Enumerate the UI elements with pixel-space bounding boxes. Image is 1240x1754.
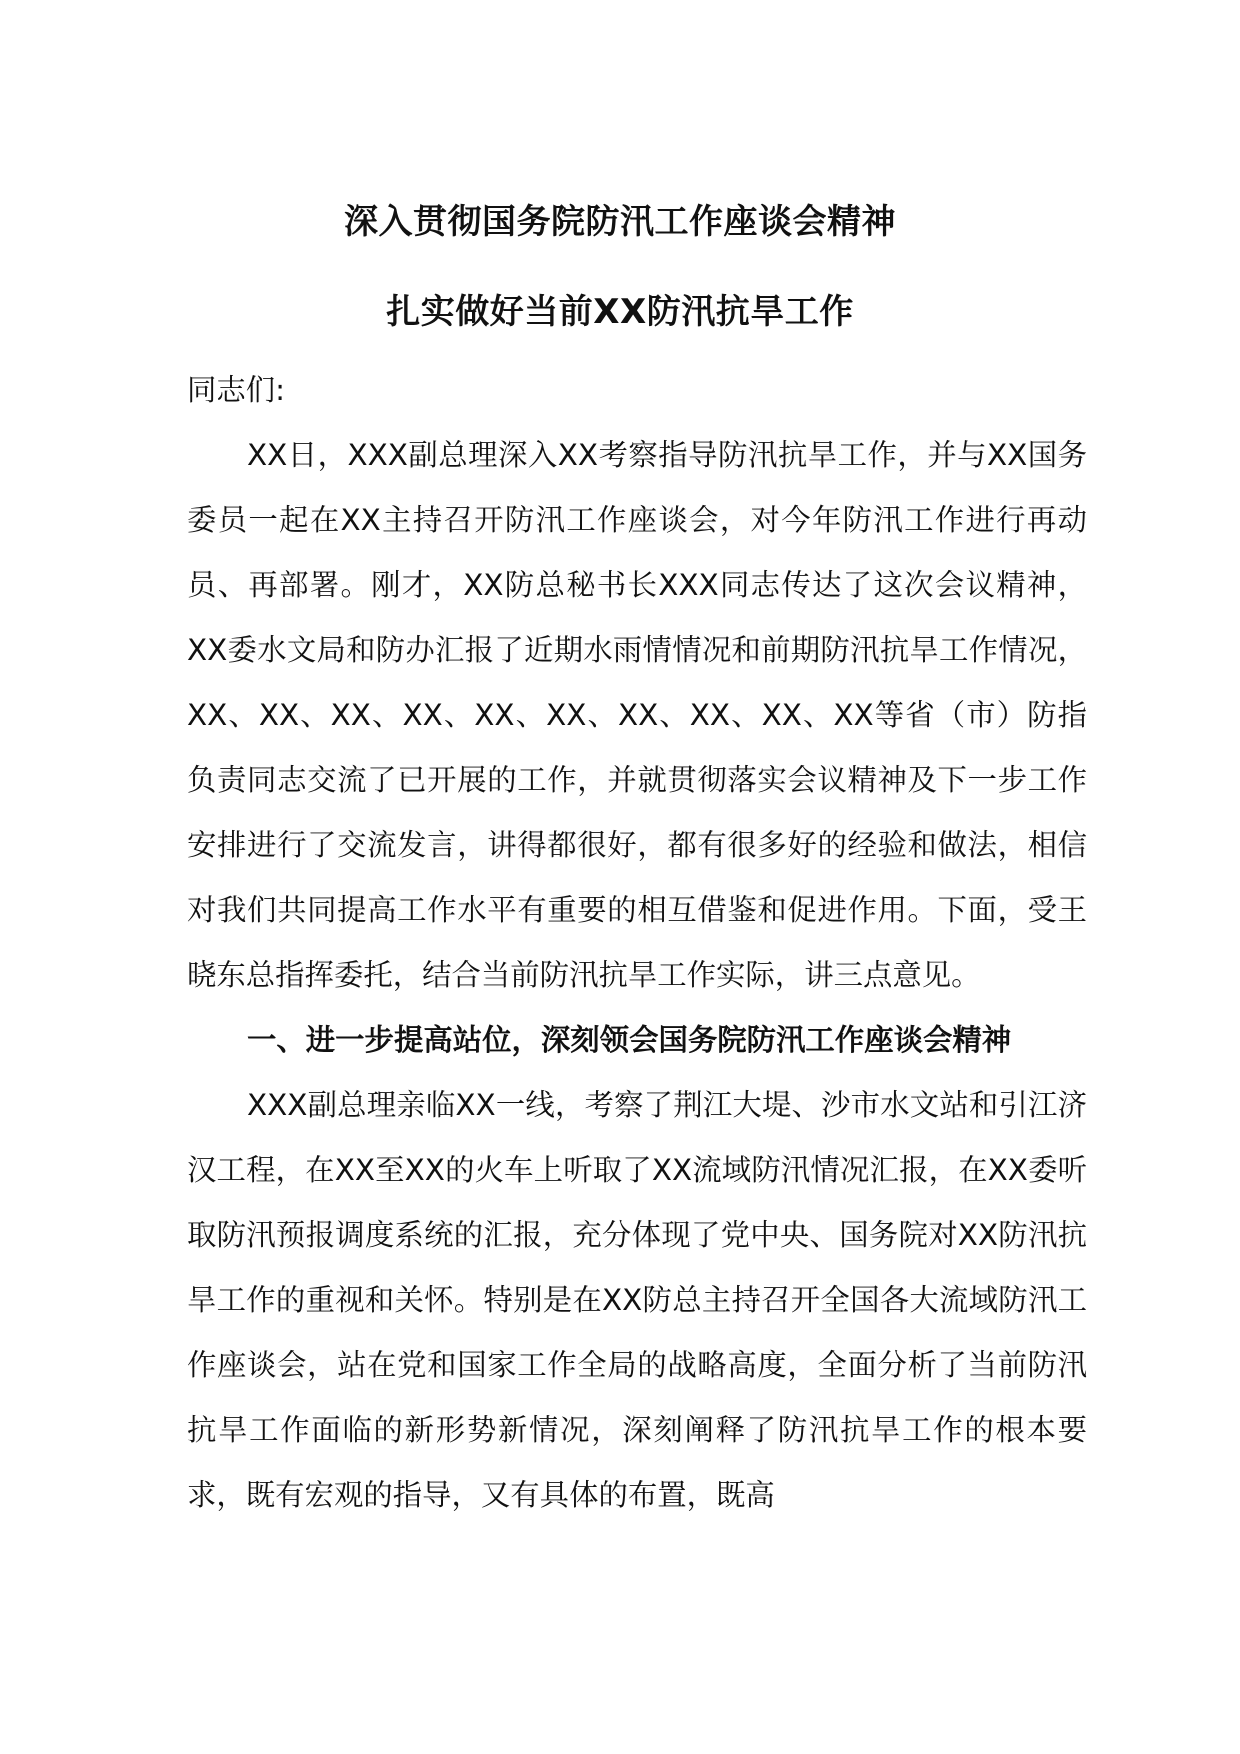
paragraph-1: XX日，XXX副总理深入XX考察指导防汛抗旱工作，并与XX国务委员一起在XX主持召开防汛工作座谈会，对今年防汛工作进行再动员、再部署。刚才，XX防总秘书长XXX同志传达了这次会议精神，XX委水文局和防办汇报了近期水雨情情况和前期防汛抗旱工作情况，XX、XX、XX、XX、XX、XX、XX、XX、XX、XX等省（市）防指负责同志交流了已开展的工作，并就贯彻落实会议精神及下一步工作安排进行了交流发言，讲得都很好，都有很多好的经验和做法，相信对我们共同提高工作水平有重要的相互借鉴和促进作用。下面，受王晓东总指挥委托，结合当前防汛抗旱工作实际，讲三点意见。 <box>187 438 1087 992</box>
section-heading-1: 一、进一步提高站位，深刻领会国务院防汛工作座谈会精神 <box>247 1023 1012 1057</box>
salutation: 同志们: <box>187 373 286 407</box>
document-title-line-2: 扎实做好当前XX防汛抗旱工作 <box>386 292 854 332</box>
paragraph-2: XXX副总理亲临XX一线，考察了荆江大堤、沙市水文站和引江济汉工程，在XX至XX的火车上听取了XX流域防汛情况汇报，在XX委听取防汛预报调度系统的汇报，充分体现了党中央、国务院对XX防汛抗旱工作的重视和关怀。特别是在XX防总主持召开全国各大流域防汛工作座谈会，站在党和国家工作全局的战略高度，全面分析了当前防汛抗旱工作面临的新形势新情况，深刻阐释了防汛抗旱工作的根本要求，既有宏观的指导，又有具体的布置，既高 <box>187 1088 1087 1512</box>
document-body <box>187 358 1087 1528</box>
document-title-line-1: 深入贯彻国务院防汛工作座谈会精神 <box>344 202 896 242</box>
